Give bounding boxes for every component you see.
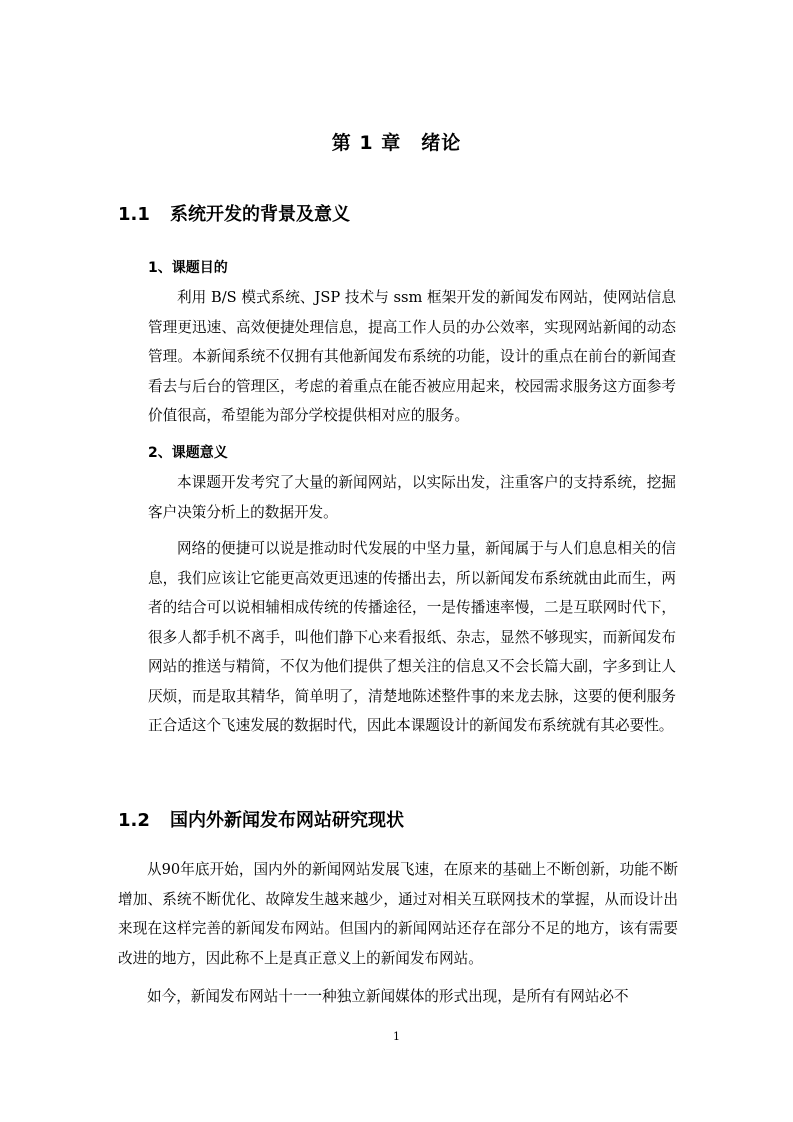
subsection-heading-purpose: 1、课题目的 [148,260,228,276]
paragraph-significance-2: 网络的便捷可以说是推动时代发展的中坚力量，新闻属于与人们息息相关的信息，我们应该让它能更高效更迅速的传播出去，所以新闻发布系统就由此而生，两者的结合可以说相辅相成传统的传播途径，一是传播速率慢，二是互联网时代下，很多人都手机不离手，叫他们静下心来看报纸、杂志，显然不够现实，而新闻发布网站的推送与精简，不仅为他们提供了想关注的信息又不会长篇大副，字多到让人厌烦，而是取其精华，简单明了，清楚地陈述整件事的来龙去脉，这要的便利服务正合适这个飞速发展的数据时代，因此本课题设计的新闻发布系统就有其必要性。 [148,540,676,734]
paragraph-status-2: 如今，新闻发布网站十一一种独立新闻媒体的形式出现，是所有有网站必不 [147,988,629,1005]
subsection-heading-significance: 2、课题意义 [148,445,228,461]
chapter-title: 第 1 章 绪论 [331,132,462,154]
section-title: 系统开发的背景及意义 [170,204,350,225]
section-heading-1-2 [118,806,404,832]
section-heading-1-1 [118,200,350,226]
section-number: 1.2 [118,810,150,831]
paragraph-purpose: 利用 B/S 模式系统、JSP 技术与 ssm 框架开发的新闻发布网站，使网站信息管理更迅速、高效便捷处理信息，提高工作人员的办公效率，实现网站新闻的动态管理。本新闻系统不仅拥有其他新闻发布系统的功能，设计的重点在前台的新闻查看去与后台的管理区，考虑的着重点在能否被应用起来，校园需求服务这方面参考价值很高，希望能为部分学校提供相对应的服务。 [148,289,676,424]
page-number: 1 [393,1030,400,1043]
section-title: 国内外新闻发布网站研究现状 [170,810,404,831]
paragraph-status-1: 从90年底开始，国内外的新闻网站发展飞速，在原来的基础上不断创新，功能不断增加、系统不断优化、故障发生越来越少，通过对相关互联网技术的掌握，从而设计出来现在这样完善的新闻发布网站。但国内的新闻网站还存在部分不足的地方，该有需要改进的地方，因此称不上是真正意义上的新闻发布网站。 [118,861,678,967]
paragraph-significance-1: 本课题开发考究了大量的新闻网站，以实际出发，注重客户的支持系统，挖掘客户决策分析上的数据开发。 [148,474,676,521]
section-number: 1.1 [118,204,150,225]
